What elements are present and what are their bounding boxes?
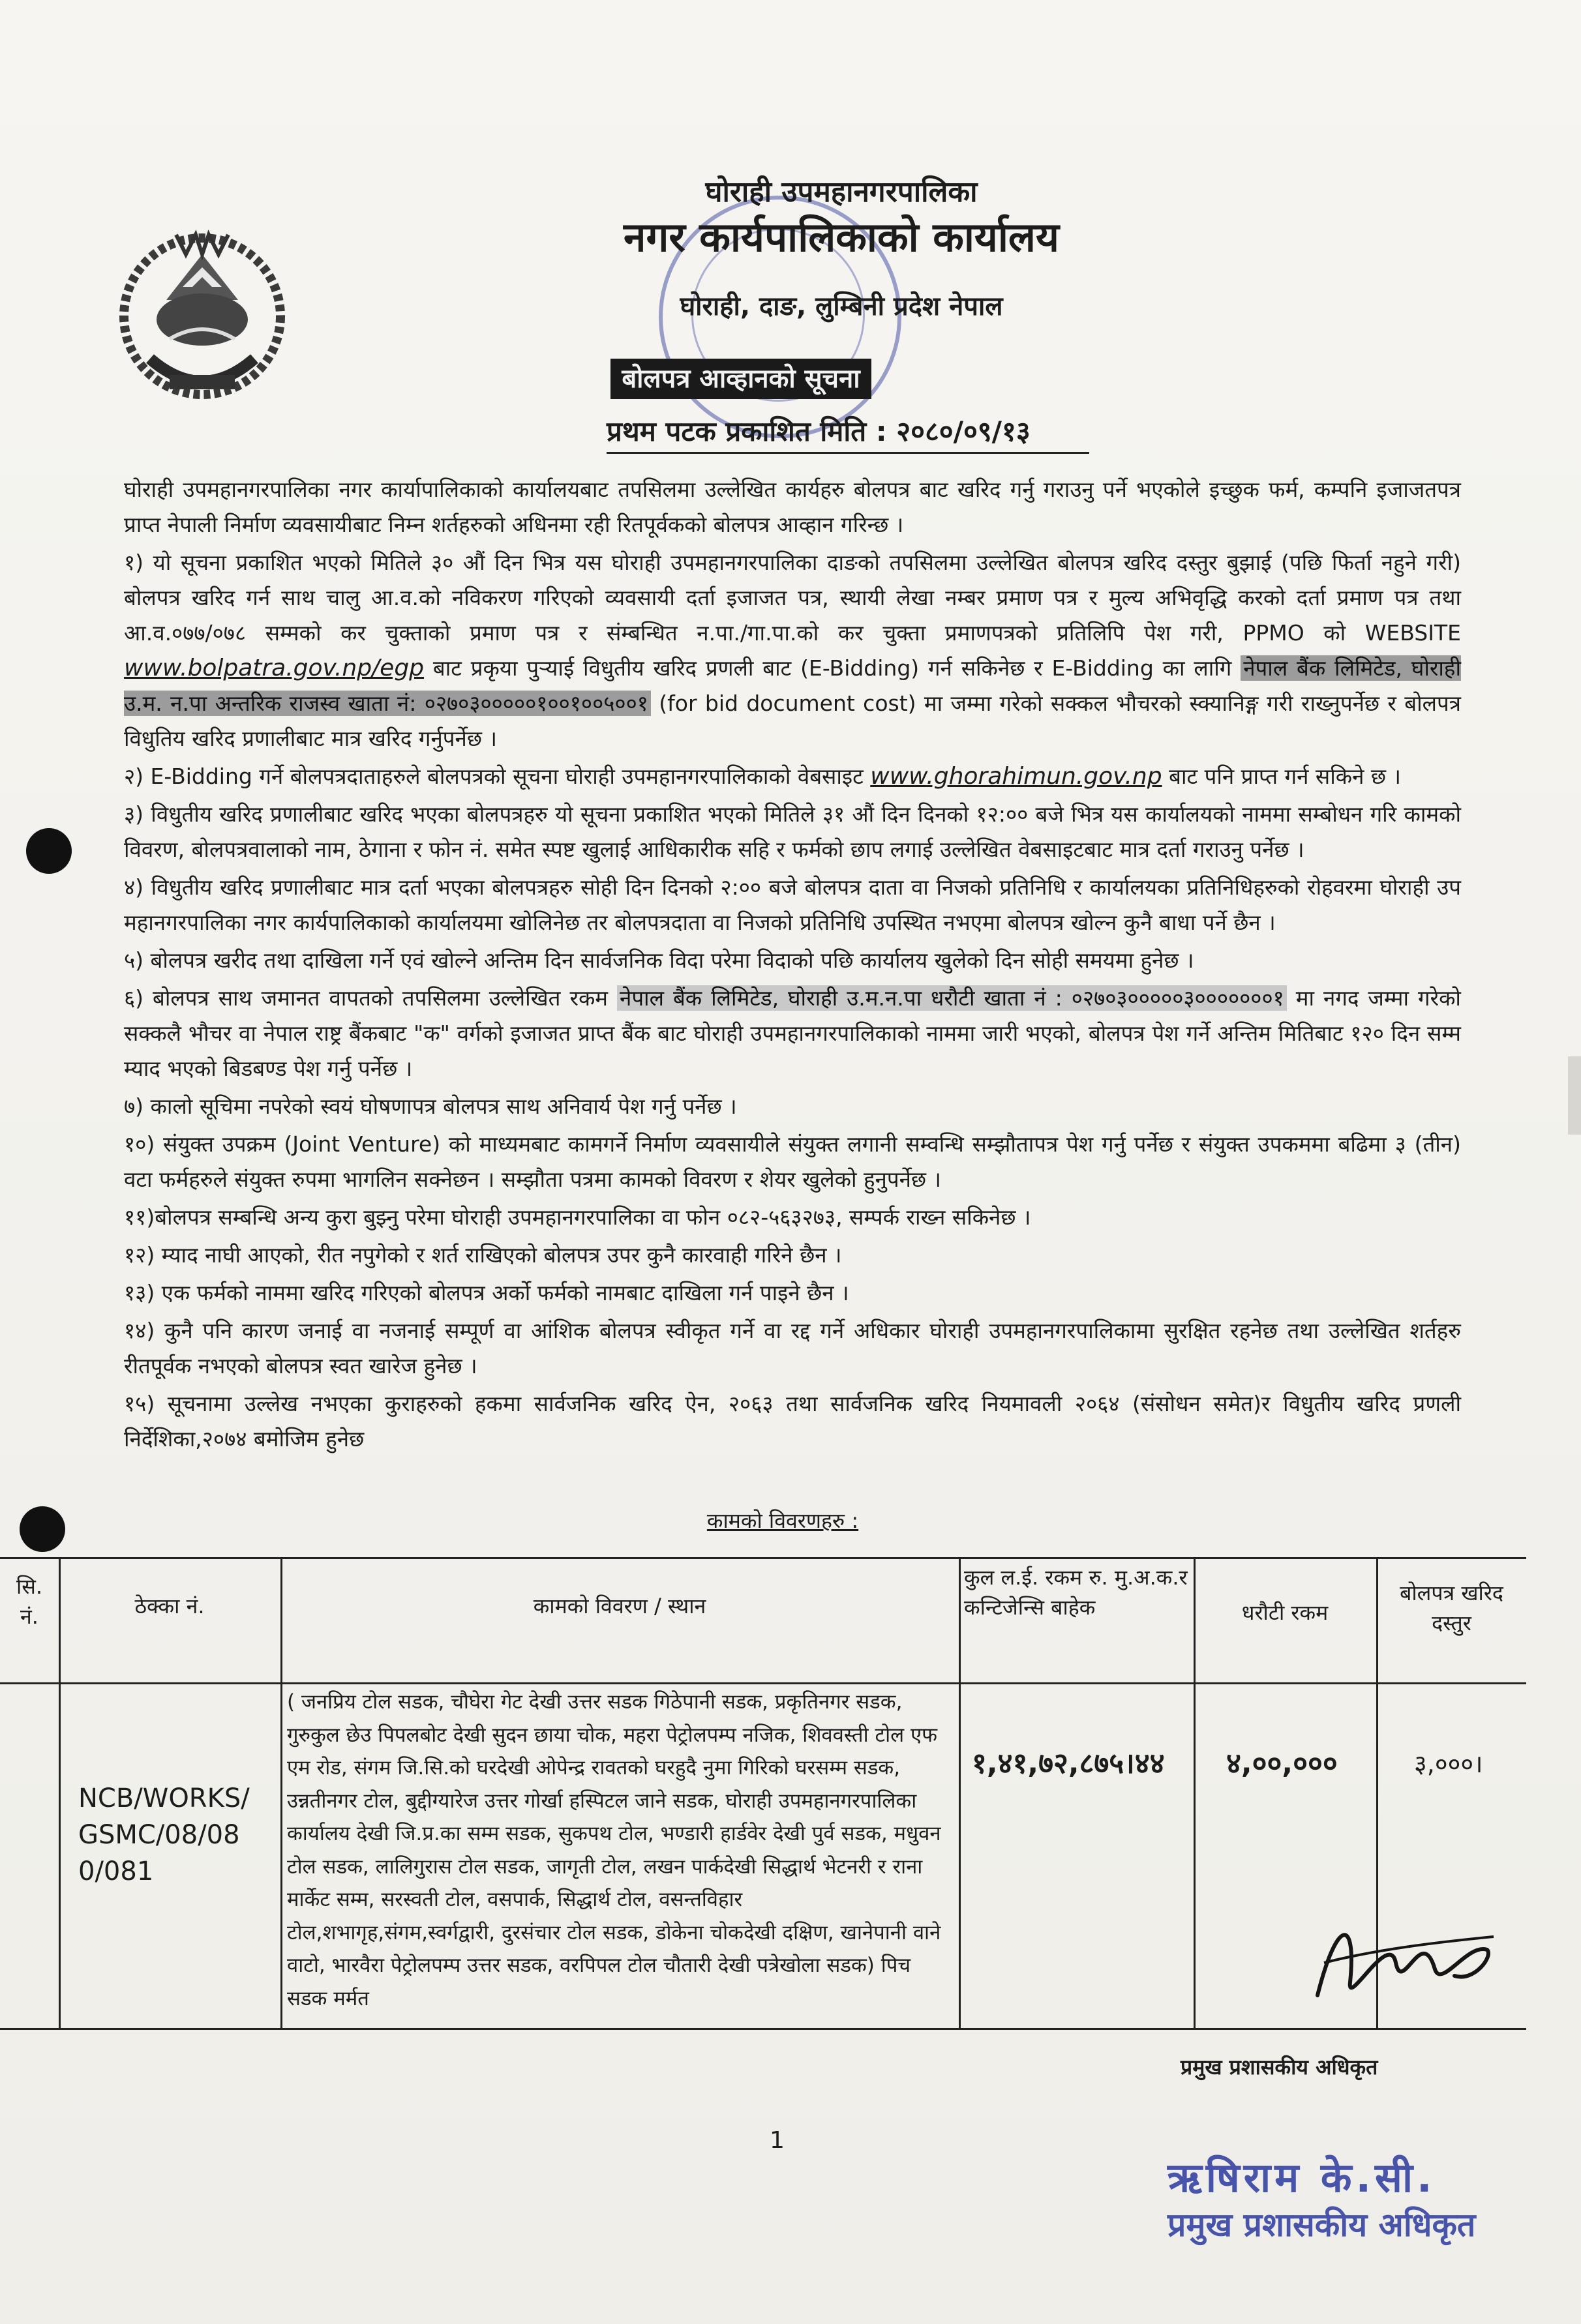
work-details-title: कामको विवरणहरु : [706, 1508, 859, 1533]
clause-12: १२) म्याद नाघी आएको, रीत नपुगेको र शर्त राखिएको बोलपत्र उपर कुनै कारवाही गरिने छैन । [124, 1242, 842, 1268]
clause-6 [124, 981, 1461, 1086]
clause-13: १३) एक फर्मको नाममा खरिद गरिएको बोलपत्र अर्को फर्मको नामबाट दाखिला गर्न पाइने छैन । [124, 1280, 849, 1305]
table-col-line-3 [959, 1557, 961, 2030]
deposit-account: नेपाल बैंक लिमिटेड, घोराही उ.म.न.पा धरौटी खाता नं : ०२७०३०००००३०००००००१ [617, 985, 1287, 1011]
office-address: घोराही, दाङ, लुम्बिनी प्रदेश नेपाल [680, 291, 1003, 321]
row-estimated-amount: १,४१,७२,८७५।४४ [972, 1747, 1165, 1780]
notice-body [124, 472, 1461, 1459]
municipality-website-link[interactable]: www.ghorahimun.gov.np [870, 763, 1162, 790]
officer-title: प्रमुख प्रशासकीय अधिकृत [1181, 2055, 1378, 2079]
municipality-name: घोराही उपमहानगरपालिका [705, 175, 978, 209]
clause-14: १४) कुनै पनि कारण जनाई वा नजनाई सम्पूर्ण वा आंशिक बोलपत्र स्वीकृत गर्ने वा रद्द गर्ने अधिकार घोराही उपमहानगरपालिकामा सुरक्षित रहनेछ तथा उल्लेखित शर्तहरु रीतपूर्वक नभएको बोलपत्र स्वत खारेज हुनेछ । [124, 1318, 1461, 1378]
table-col-line-2 [280, 1557, 282, 2030]
clause-2-text-b: बाट पनि प्राप्त गर्न सकिने छ । [1169, 764, 1402, 789]
clause-11: ११)बोलपत्र सम्बन्धि अन्य कुरा बुझ्नु परेमा घोराही उपमहानगरपालिका वा फोन ०८२-५६३२७३, सम्पर्क राख्न सकिनेछ । [124, 1204, 1031, 1230]
edge-shadow [1568, 1056, 1581, 1135]
clause-2-text: २) E-Bidding गर्ने बोलपत्रदाताहरुले बोलपत्रको सूचना घोराही उपमहानगरपालिकाको वेबसाइट [124, 764, 864, 789]
clause-1-text: १) यो सूचना प्रकाशित भएको मितिले ३० औं दिन भित्र यस घोराही उपमहानगरपालिका दाङको तपसिलमा उल्लेखित बोलपत्र खरिद दस्तुर बुझाई (पछि फिर्ता नहुने गरी) बोलपत्र खरिद गर्न साथ चालु आ.व.को नविकरण गरिएको व्यवसायी दर्ता इजाजत पत्र, स्थायी लेखा नम्बर प्रमाण पत्र र मुल्य अभिवृद्धि करको दर्ता प्रमाण पत्र तथा आ.व.०७७/०७८ सम्मको कर चुक्ताको प्रमाण पत्र र संम्बन्धित न.पा./गा.पा.को कर चुक्ता प्रमाणपत्रको प्रतिलिपि पेश गरी, PPMO को WEBSITE [124, 550, 1461, 646]
table-top-border [0, 1557, 1526, 1559]
punch-hole-top [26, 828, 72, 874]
punch-hole-bottom [20, 1506, 65, 1552]
page-number: 1 [770, 2127, 785, 2154]
officer-name-stamp [1167, 2152, 1507, 2246]
row-bid-fee: ३,०००। [1414, 1750, 1483, 1778]
clause-4: ४) विधुतीय खरिद प्रणालीबाट मात्र दर्ता भएका बोलपत्रहरु सोही दिन दिनको २:०० बजे बोलपत्र दाता वा निजको प्रतिनिधि र कार्यालयका प्रतिनिधिहरुको रोहवरमा घोराही उप महानगरपालिका नगर कार्यपालिकाको कार्यालयमा खोलिनेछ तर बोलपत्रदाता वा निजको प्रतिनिधि उपस्थित नभएमा बोलपत्र खोल्न कुनै बाधा पर्ने छैन । [124, 874, 1461, 935]
clause-2 [124, 759, 1461, 794]
row-deposit-amount: ४,००,००० [1226, 1747, 1338, 1780]
table-header-border [0, 1682, 1526, 1684]
clause-6-text: ६) बोलपत्र साथ जमानत वापतको तपसिलमा उल्लेखित रकम [124, 985, 609, 1011]
header-work-description: कामको विवरण / स्थान [533, 1594, 706, 1618]
revenue-account: नेपाल बैंक लिमिटेड, घोराही उ.म. न.पा अन्तरिक राजस्व खाता नं: ०२७०३०००००१००१००५००१ [124, 655, 1461, 716]
clause-5: ५) बोलपत्र खरीद तथा दाखिला गर्ने एवं खोल्ने अन्तिम दिन सार्वजनिक विदा परेमा विदाको पछि कार्यालय खुलेको दिन सोही समयमा हुनेछ । [124, 947, 1194, 973]
clause-1 [124, 545, 1461, 756]
publication-date: प्रथम पटक प्रकाशित मिति : २०८०/०९/१३ [607, 412, 1089, 454]
header-bid-fee: बोलपत्र खरिद दस्तुर [1400, 1581, 1503, 1635]
table-bottom-border [0, 2028, 1526, 2030]
table-col-line-4 [1194, 1557, 1196, 2030]
row-contract-no: NCB/WORKS/ GSMC/08/08 0/081 [78, 1783, 250, 1886]
officer-signature [1298, 1904, 1507, 2021]
header-contract-no: ठेक्का नं. [134, 1594, 205, 1618]
ppmo-link[interactable]: www.bolpatra.gov.np/egp [124, 655, 425, 681]
clause-15: १५) सूचनामा उल्लेख नभएका कुराहरुको हकमा सार्वजनिक खरिद ऐन, २०६३ तथा सार्वजनिक खरिद नियमावली २०६४ (संसोधन समेत)र विधुतीय खरिद प्रणली निर्देशिका,२०७४ बमोजिम हुनेछ [124, 1391, 1461, 1452]
clause-1-text-b: बाट प्रकृया पुर्‍याई विधुतीय खरिद प्रणली बाट (E-Bidding) गर्न सकिनेछ र E-Bidding का लागि [432, 655, 1232, 681]
clause-10: १०) संयुक्त उपक्रम (Joint Venture) को माध्यमबाट कामगर्ने निर्माण व्यवसायीले संयुक्त लगानी सम्वन्धि सम्झौतापत्र पेश गर्नु पर्नेछ र संयुक्त उपकममा बढिमा ३ (तीन) वटा फर्महरुले संयुक्त रुपमा भागलिन सक्नेछन । सम्झौता पत्रमा कामको विवरण र शेयर खुलेको हुनुपर्नेछ । [124, 1131, 1461, 1192]
notice-title: बोलपत्र आव्हानको सूचना [610, 359, 871, 399]
officer-designation: प्रमुख प्रशासकीय अधिकृत [1167, 2206, 1476, 2244]
clause-7: ७) कालो सूचिमा नपरेको स्वयं घोषणापत्र बोलपत्र साथ अनिवार्य पेश गर्नु पर्नेछ । [124, 1094, 737, 1119]
header-serial: सि. नं. [16, 1574, 43, 1629]
row-work-description: ( जनप्रिय टोल सडक, चौघेरा गेट देखी उत्तर सडक गिठेपानी सडक, प्रकृतिनगर सडक, गुरुकुल छेउ पिपलबोट देखी सुदन छाया चोक, महरा पेट्रोलपम्प नजिक, शिववस्ती टोल एफ एम रोड, संगम जि.सि.को घरदेखी ओपेन्द्र रावतको घरहुदै नुमा गिरिको घरसम्म सडक, उन्नतीनगर टोल, बुद्दीग्यारेज उत्तर गोर्खा हस्पिटल जाने सडक, घोराही उपमहानगरपालिका कार्यालय देखी जि.प्र.का सम्म सडक, सुकपथ टोल, भण्डारी हार्डवेर देखी पुर्व सडक, मधुवन टोल सडक, लालिगुरास टोल सडक, जागृती टोल, लखन पार्कदेखी सिद्धार्थ भेटनरी र राना मार्केट सम्म, सरस्वती टोल, वसपार्क, सिद्धार्थ टोल, वसन्तविहार टोल,शभागृह,संगम,स्वर्गद्वारी, दुरसंचार टोल सडक, डोकेना चोकदेखी दक्षिण, खानेपानी वाने वाटो, भारवैरा पेट्रोलपम्प उत्तर सडक, वरपिपल टोल चौतारी देखी पत्रेखोला सडक) पिच सडक मर्मत [287, 1690, 941, 2010]
table-col-line-1 [59, 1557, 61, 2030]
intro-paragraph: घोराही उपमहानगरपालिका नगर कार्यापालिकाको कार्यालयबाट तपसिलमा उल्लेखित कार्यहरु बोलपत्र बाट खरिद गर्नु गराउनु पर्ने भएकोले इच्छुक फर्म, कम्पनि इजाजतपत्र प्राप्त नेपाली निर्माण व्यवसायीबाट निम्न शर्तहरुको अधिनमा रही रितपूर्वकको बोलपत्र आव्हान गरिन्छ । [124, 477, 1461, 537]
office-name: नगर कार्यपालिकाको कार्यालय [624, 213, 1059, 261]
nepal-emblem-icon [98, 209, 307, 417]
clause-3: ३) विधुतीय खरिद प्रणालीबाट खरिद भएका बोलपत्रहरु यो सूचना प्रकाशित भएको मितिले ३१ औं दिन दिनको १२:०० बजे भित्र यस कार्यालयको नाममा सम्बोधन गरि कामको विवरण, बोलपत्रवालाको नाम, ठेगाना र फोन नं. समेत स्पष्ट खुलाई आधिकारीक सहि र फर्मको छाप लगाई उल्लेखित वेबसाइटबाट मात्र दर्ता गराउनु पर्नेछ । [124, 801, 1461, 862]
clause-6-text-b: मा नगद जम्मा गरेको सक्कलै भौचर वा नेपाल राष्ट्र बैंकबाट "क" वर्गको इजाजत प्राप्त बैंक बाट घोराही उपमहानगरपालिकाको नाममा जारी भएको, बोलपत्र पेश गर्ने अन्तिम मितिबाट १२० दिन सम्म म्याद भएको बिडबण्ड पेश गर्नु पर्नेछ । [124, 985, 1461, 1081]
header-deposit: धरौटी रकम [1241, 1600, 1329, 1625]
clause-1-text-c: (for bid document cost) मा जम्मा गरेको सक्कल भौचरको स्क्यानिङ्ग गरी राख्नुपर्नेछ र बोलपत्र विधुतिय खरिद प्रणालीबाट मात्र खरिद गर्नुपर्नेछ । [124, 691, 1461, 751]
officer-name: ऋषिराम के.सी. [1167, 2154, 1436, 2201]
header-estimated-amount: कुल ल.ई. रकम रु. मु.अ.क.र कन्टिजेन्सि बाहेक [964, 1565, 1188, 1620]
